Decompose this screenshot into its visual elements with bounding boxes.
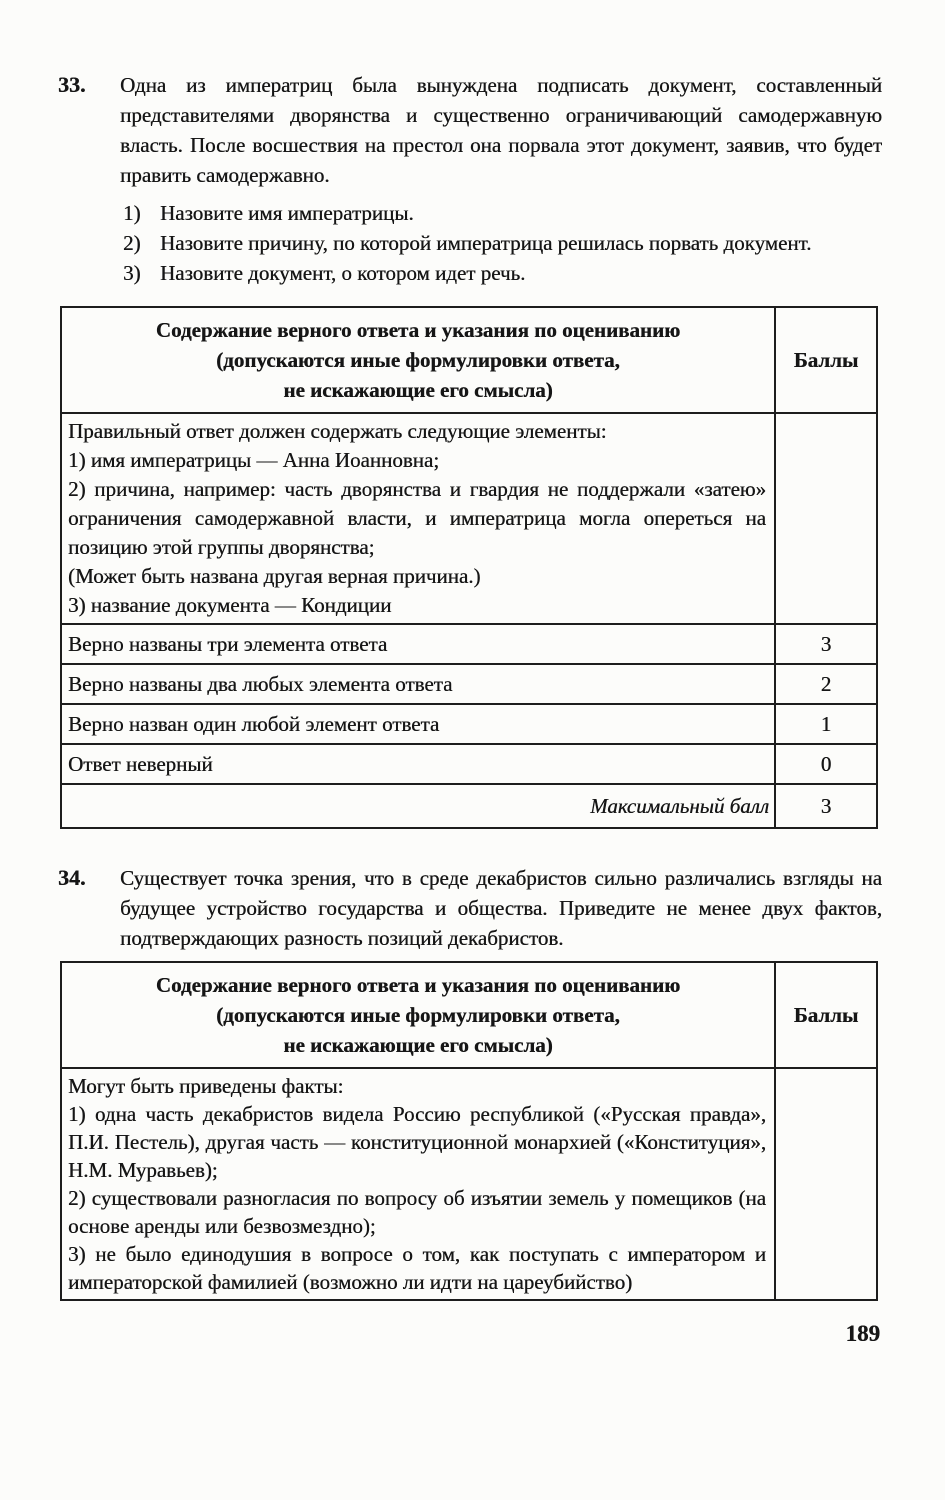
header-line: Содержание верного ответа и указания по оцениванию	[155, 318, 681, 342]
criterion-cell: Верно названы три элемента ответа	[61, 624, 775, 664]
score-row	[61, 664, 877, 704]
question-34-number: 34.	[58, 865, 86, 890]
answer-line: 2) существовали разногласия по вопросу об изъятии земель у помещиков (на основе аренды или безвозмездно);	[68, 1186, 766, 1238]
answer-row	[61, 1068, 877, 1300]
answer-points-cell-empty	[775, 1068, 877, 1300]
criterion-cell: Верно названы два любых элемента ответа	[61, 664, 775, 704]
question-33	[58, 70, 882, 288]
answer-line: 1) имя императрицы — Анна Иоанновна;	[68, 448, 440, 472]
criterion-cell: Ответ неверный	[61, 744, 775, 784]
header-line: не искажающие его смысла)	[283, 378, 553, 402]
score-row	[61, 744, 877, 784]
answer-line: 3) не было единодушия в вопросе о том, как поступать с императором и императорской фамилией (возможно ли идти на цареубийство)	[68, 1242, 766, 1294]
question-33-subitems	[123, 198, 882, 288]
score-row	[61, 624, 877, 664]
answer-line: Правильный ответ должен содержать следующие элементы:	[68, 419, 607, 443]
points-cell: 0	[775, 744, 877, 784]
answer-row	[61, 413, 877, 624]
question-34-text: Существует точка зрения, что в среде декабристов сильно различались взгляды на будущее устройство государства и общества. Приведите не менее двух фактов, подтверждающих разность позиций декабристов.	[120, 866, 882, 950]
score-row	[61, 704, 877, 744]
answer-line: Могут быть приведены факты:	[68, 1074, 344, 1098]
item-text: Назовите имя императрицы.	[160, 201, 414, 225]
points-cell: 1	[775, 704, 877, 744]
scoring-table-33	[60, 306, 878, 829]
table-header-points: Баллы	[775, 307, 877, 413]
answer-line: 3) название документа — Кондиции	[68, 593, 392, 617]
question-33-item-1	[123, 198, 882, 228]
table-header-row	[61, 962, 877, 1068]
question-33-text: Одна из императриц была вынуждена подписать документ, составленный представителями дворянства и существенно ограничивающий самодержавную власть. После восшествия на престол она порвала этот документ, заявив, что будет править самодержавно.	[120, 73, 882, 187]
item-marker: 1)	[123, 201, 141, 225]
header-line: не искажающие его смысла)	[283, 1033, 553, 1057]
points-cell: 3	[775, 624, 877, 664]
item-text: Назовите причину, по которой императрица решилась порвать документ.	[160, 231, 812, 255]
table-header-content	[61, 307, 775, 413]
max-score-points: 3	[775, 784, 877, 828]
question-33-item-3	[123, 258, 882, 288]
points-cell: 2	[775, 664, 877, 704]
item-text: Назовите документ, о котором идет речь.	[160, 261, 526, 285]
answer-content-cell	[61, 1068, 775, 1300]
header-line: (допускаются иные формулировки ответа,	[216, 1003, 620, 1027]
table-header-row	[61, 307, 877, 413]
max-score-row	[61, 784, 877, 828]
table-header-content	[61, 962, 775, 1068]
item-marker: 3)	[123, 261, 141, 285]
header-line: Содержание верного ответа и указания по оцениванию	[155, 973, 681, 997]
question-33-item-2	[123, 228, 882, 258]
question-34	[58, 863, 882, 953]
table-header-points: Баллы	[775, 962, 877, 1068]
answer-line: 2) причина, например: часть дворянства и гвардия не поддержали «затею» ограничения самодержавной власти, и императрица могла опереться на позицию этой группы дворянства;	[68, 477, 766, 559]
answer-content-cell	[61, 413, 775, 624]
question-33-number: 33.	[58, 72, 86, 97]
scoring-table-34	[60, 961, 878, 1301]
answer-points-cell-empty	[775, 413, 877, 624]
answer-line: 1) одна часть декабристов видела Россию республикой («Русская правда», П.И. Пестель), другая часть — конституционной монархией («Конституция», Н.М. Муравьев);	[68, 1102, 766, 1182]
criterion-cell: Верно назван один любой элемент ответа	[61, 704, 775, 744]
header-line: (допускаются иные формулировки ответа,	[216, 348, 620, 372]
page-number: 189	[845, 1321, 880, 1346]
item-marker: 2)	[123, 231, 141, 255]
max-score-label: Максимальный балл	[61, 784, 775, 828]
answer-line: (Может быть названа другая верная причина.)	[68, 564, 481, 588]
